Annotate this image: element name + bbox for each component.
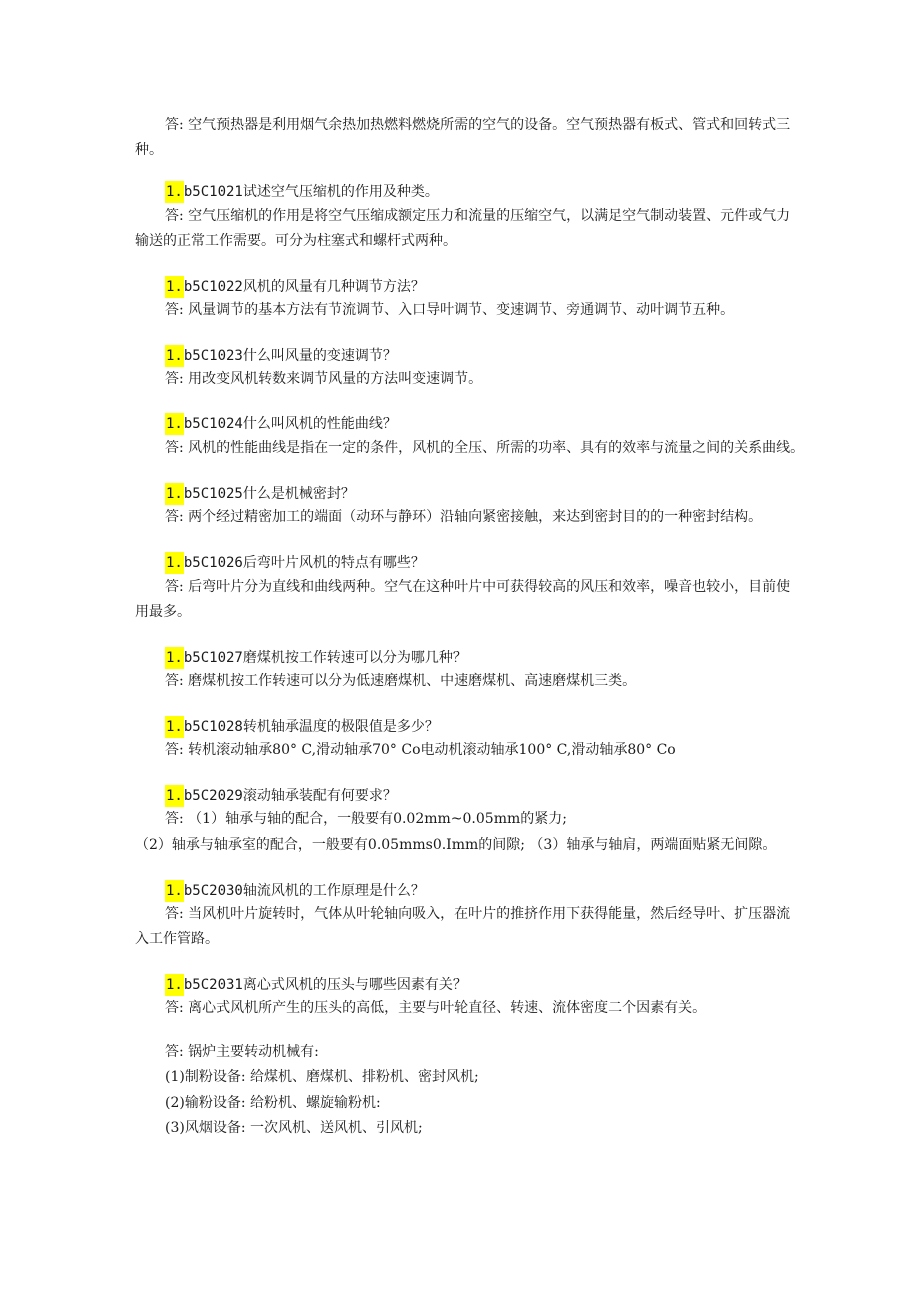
question-text: 滚动轴承装配有何要求？ <box>242 788 397 804</box>
question-number: 1. <box>165 647 184 669</box>
question-code: b5C2031 <box>183 977 243 993</box>
question-text: 试述空气压缩机的作用及种类。 <box>242 184 439 200</box>
question-text: 什么是机械密封？ <box>242 486 355 502</box>
question-code: b5C1025 <box>183 486 243 502</box>
question-b5C1023 <box>165 345 397 367</box>
question-b5C1027 <box>165 647 467 669</box>
question-code: b5C1028 <box>183 719 243 735</box>
question-code: b5C1026 <box>183 555 243 571</box>
question-number: 1. <box>165 785 184 807</box>
answer-line: 答: 磨煤机按工作转速可以分为低速磨煤机、中速磨煤机、高速磨煤机三类。 <box>165 673 637 689</box>
question-number: 1. <box>165 413 184 435</box>
question-number: 1. <box>165 552 184 574</box>
tail-answer-line-4: (3)风烟设备: 一次风机、送风机、引风机; <box>165 1120 423 1136</box>
question-number: 1. <box>165 345 184 367</box>
answer-line: 答: 风机的性能曲线是指在一定的条件，风机的全压、所需的功率、具有的效率与流量之间的关系曲线。 <box>165 440 805 456</box>
question-code: b5C2030 <box>183 883 243 899</box>
question-number: 1. <box>165 181 184 203</box>
question-text: 什么叫风机的性能曲线？ <box>242 416 397 432</box>
question-b5C2030 <box>165 880 425 902</box>
question-code: b5C1027 <box>183 650 243 666</box>
question-text: 后弯叶片风机的特点有哪些？ <box>242 555 425 571</box>
tail-answer-line-3: (2)输粉设备: 给粉机、螺旋输粉机: <box>165 1095 381 1111</box>
question-code: b5C1021 <box>183 184 243 200</box>
question-number: 1. <box>165 716 184 738</box>
answer-line: 输送的正常工作需要。可分为柱塞式和螺杆式两种。 <box>135 233 457 249</box>
intro-answer-line-1: 答: 空气预热器是利用烟气余热加热燃料燃烧所需的空气的设备。空气预热器有板式、管式和回转式三 <box>165 117 791 133</box>
question-code: b5C2029 <box>183 788 243 804</box>
answer-line: 答: 转机滚动轴承80° C,滑动轴承70° Co电动机滚动轴承100° C,滑动轴承80° Co <box>165 742 676 758</box>
tail-answer-line-1: 答: 锅炉主要转动机械有: <box>165 1044 319 1060</box>
question-number: 1. <box>165 483 184 505</box>
question-number: 1. <box>165 974 184 996</box>
question-b5C2031 <box>165 974 467 996</box>
question-text: 转机轴承温度的极限值是多少？ <box>242 719 439 735</box>
question-b5C1024 <box>165 413 397 435</box>
answer-line: 入工作管路。 <box>135 931 219 947</box>
question-b5C1026 <box>165 552 425 574</box>
answer-line: 答: 用改变风机转数来调节风量的方法叫变速调节。 <box>165 371 483 387</box>
question-code: b5C1024 <box>183 416 243 432</box>
question-number: 1. <box>165 276 184 298</box>
question-b5C2029 <box>165 785 397 807</box>
question-code: b5C1023 <box>183 348 243 364</box>
question-text: 什么叫风量的变速调节？ <box>242 348 397 364</box>
question-text: 风机的风量有几种调节方法？ <box>242 279 425 295</box>
answer-line: 答: （1）轴承与轴的配合，一般要有0.02mm~0.05mm的紧力; <box>165 811 567 827</box>
question-code: b5C1022 <box>183 279 243 295</box>
question-b5C1028 <box>165 716 439 738</box>
question-text: 离心式风机的压头与哪些因素有关？ <box>242 977 467 993</box>
answer-line: 用最多。 <box>135 604 191 620</box>
answer-line: （2）轴承与轴承室的配合，一般要有0.05mms0.Imm的间隙; （3）轴承与轴肩，两端面贴紧无间隙。 <box>135 837 777 853</box>
question-text: 轴流风机的工作原理是什么？ <box>242 883 425 899</box>
question-text: 磨煤机按工作转速可以分为哪几种？ <box>242 650 467 666</box>
answer-line: 答: 两个经过精密加工的端面（动环与静环）沿轴向紧密接触，来达到密封目的的一种密封结构。 <box>165 509 763 525</box>
question-b5C1021 <box>165 181 439 203</box>
answer-line: 答: 空气压缩机的作用是将空气压缩成额定压力和流量的压缩空气，以满足空气制动装置、元件或气力 <box>165 208 791 224</box>
answer-line: 答: 离心式风机所产生的压头的高低，主要与叶轮直径、转速、流体密度二个因素有关。 <box>165 1000 707 1016</box>
answer-line: 答: 风量调节的基本方法有节流调节、入口导叶调节、变速调节、旁通调节、动叶调节五种。 <box>165 302 735 318</box>
question-b5C1025 <box>165 483 355 505</box>
question-number: 1. <box>165 880 184 902</box>
tail-answer-line-2: (1)制粉设备: 给煤机、磨煤机、排粉机、密封风机; <box>165 1069 479 1085</box>
answer-line: 答: 后弯叶片分为直线和曲线两种。空气在这种叶片中可获得较高的风压和效率，噪音也较小，目前使 <box>165 579 791 595</box>
intro-answer-line-2: 种。 <box>135 142 163 158</box>
question-b5C1022 <box>165 276 425 298</box>
answer-line: 答: 当风机叶片旋转时，气体从叶轮轴向吸入，在叶片的推挤作用下获得能量，然后经导叶、扩压器流 <box>165 906 791 922</box>
